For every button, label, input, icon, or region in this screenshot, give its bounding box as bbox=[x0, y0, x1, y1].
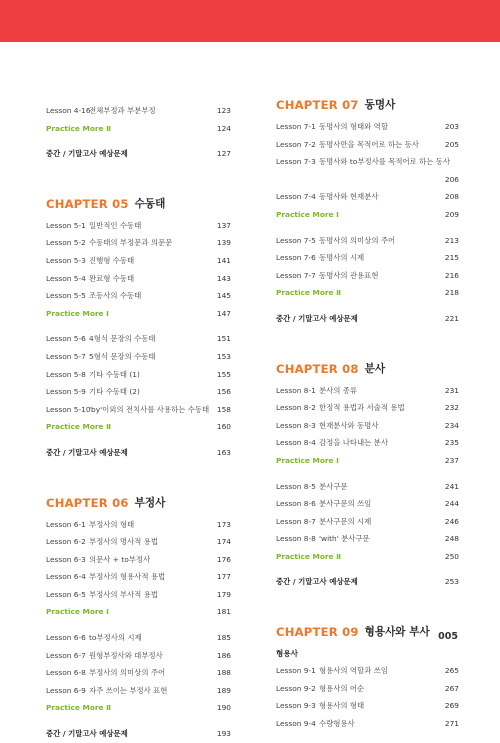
lesson-code: Lesson 8-4 bbox=[276, 438, 316, 448]
lesson-entry[interactable] bbox=[276, 118, 459, 136]
lesson-title: 부정사의 부사적 용법 bbox=[89, 589, 158, 599]
lesson-title: 'by'이외의 전치사를 사용하는 수동태 bbox=[89, 404, 210, 414]
spacer bbox=[276, 224, 459, 232]
chapter-label: CHAPTER 05 bbox=[46, 196, 129, 211]
lesson-title: 한정적 용법과 서술적 용법 bbox=[319, 403, 405, 413]
lesson-title: 자주 쓰이는 부정사 표현 bbox=[89, 685, 168, 695]
lesson-title: 원형부정사와 대부정사 bbox=[89, 650, 163, 660]
entry-label: 중간 / 기말고사 예상문제 bbox=[276, 577, 358, 587]
lesson-entry[interactable] bbox=[46, 682, 231, 700]
chapter-name: 형용사와 부사 bbox=[364, 626, 430, 639]
lesson-entry[interactable] bbox=[46, 287, 231, 305]
lesson-title: 동명사의 시제 bbox=[319, 253, 365, 263]
lesson-code: Lesson 5-9 bbox=[46, 387, 86, 397]
lesson-entry[interactable] bbox=[46, 586, 231, 604]
lesson-entry[interactable] bbox=[46, 664, 231, 682]
lesson-title: 부정사의 의미상의 주어 bbox=[89, 668, 166, 678]
lesson-code: Lesson 5-10 bbox=[46, 404, 91, 414]
lesson-title: 부정사의 형용사적 용법 bbox=[89, 572, 166, 582]
page-ref: 209 bbox=[444, 209, 459, 219]
chapter-label: CHAPTER 08 bbox=[276, 361, 359, 376]
page-ref: 237 bbox=[444, 455, 459, 465]
chapter-label: CHAPTER 06 bbox=[46, 495, 129, 510]
practice-more-entry[interactable] bbox=[276, 452, 459, 470]
lesson-code: Lesson 9-3 bbox=[276, 701, 316, 711]
lesson-entry[interactable] bbox=[46, 252, 231, 270]
section-subheading: 형용사 bbox=[276, 649, 299, 659]
page-ref: 250 bbox=[444, 551, 459, 561]
lesson-entry[interactable] bbox=[276, 680, 459, 698]
lesson-title: 형용사의 역할과 쓰임 bbox=[319, 666, 388, 676]
page-ref: 139 bbox=[216, 238, 231, 248]
lesson-entry[interactable] bbox=[46, 629, 231, 647]
lesson-code: Lesson 7-6 bbox=[276, 253, 316, 263]
page-ref: 156 bbox=[216, 387, 231, 397]
lesson-entry[interactable] bbox=[46, 217, 231, 235]
entry-label: Practice More Ⅰ bbox=[276, 209, 339, 219]
page-ref: 190 bbox=[216, 703, 231, 713]
lesson-title: 동명사와 현재분사 bbox=[319, 192, 379, 202]
lesson-title: 조동사의 수동태 bbox=[89, 291, 142, 301]
page-ref: 267 bbox=[444, 683, 459, 693]
page-ref: 208 bbox=[444, 192, 459, 202]
exam-entry[interactable] bbox=[46, 444, 231, 462]
chapter-name: 동명사 bbox=[364, 99, 396, 111]
lesson-title: 일반적인 수동태 bbox=[89, 220, 142, 230]
page-ref: 176 bbox=[216, 554, 231, 564]
lesson-code: Lesson 8-2 bbox=[276, 403, 316, 413]
lesson-entry[interactable] bbox=[276, 417, 459, 435]
lesson-code: Lesson 5-8 bbox=[46, 369, 86, 379]
page-ref: 151 bbox=[216, 334, 231, 344]
page-ref: 163 bbox=[216, 447, 231, 457]
page-ref: 213 bbox=[444, 235, 459, 245]
lesson-code: Lesson 5-2 bbox=[46, 238, 86, 248]
page-ref: 248 bbox=[444, 534, 459, 544]
spacer bbox=[276, 565, 459, 573]
page-ref: 203 bbox=[444, 122, 459, 131]
lesson-code: Lesson 7-5 bbox=[276, 235, 316, 245]
lesson-entry[interactable] bbox=[276, 478, 459, 496]
lesson-code: Lesson 6-7 bbox=[46, 650, 86, 660]
page-ref: 269 bbox=[444, 701, 459, 711]
page-ref: 221 bbox=[444, 313, 459, 323]
entry-label: Practice More Ⅰ bbox=[46, 308, 109, 318]
lesson-title: 동명사만을 목적어로 하는 동사 bbox=[319, 139, 419, 149]
spacer bbox=[276, 302, 459, 310]
lesson-title: 동명사의 관용표현 bbox=[319, 270, 379, 280]
lesson-code: Lesson 7-1 bbox=[276, 122, 316, 131]
lesson-entry[interactable] bbox=[276, 513, 459, 531]
toc-left-column bbox=[46, 102, 231, 743]
lesson-title: 동명사와 to부정사를 목적어로 하는 동사 bbox=[319, 157, 451, 167]
exam-entry[interactable] bbox=[276, 310, 459, 328]
lesson-title: 분사구문 bbox=[319, 481, 348, 491]
lesson-code: Lesson 7-3 bbox=[276, 157, 316, 167]
page-ref: 193 bbox=[216, 729, 231, 739]
spacer bbox=[46, 462, 231, 478]
practice-more-entry[interactable] bbox=[46, 305, 231, 323]
chapter-heading bbox=[276, 344, 459, 382]
lesson-code: Lesson 6-4 bbox=[46, 572, 86, 582]
entry-label: Practice More Ⅱ bbox=[276, 551, 341, 561]
spacer bbox=[46, 621, 231, 629]
lesson-entry[interactable] bbox=[276, 267, 459, 285]
lesson-entry[interactable] bbox=[276, 136, 459, 154]
page-ref: 137 bbox=[216, 220, 231, 230]
page-ref: 241 bbox=[444, 481, 459, 491]
practice-more-entry[interactable] bbox=[46, 699, 231, 717]
lesson-code: Lesson 5-1 bbox=[46, 220, 86, 230]
page-ref: 124 bbox=[216, 123, 231, 133]
page-ref: 127 bbox=[216, 149, 231, 159]
lesson-code: Lesson 6-9 bbox=[46, 685, 86, 695]
page-ref: 186 bbox=[216, 650, 231, 660]
lesson-code: Lesson 6-8 bbox=[46, 668, 86, 678]
entry-label: Practice More Ⅱ bbox=[46, 703, 111, 713]
lesson-code: Lesson 5-6 bbox=[46, 334, 86, 344]
lesson-entry[interactable] bbox=[276, 530, 459, 548]
lesson-title: 현재분사와 동명사 bbox=[319, 420, 379, 430]
chapter-name: 부정사 bbox=[134, 496, 166, 509]
entry-label: 중간 / 기말고사 예상문제 bbox=[46, 729, 128, 739]
lesson-code: Lesson 4-16 bbox=[46, 106, 91, 115]
lesson-title: 5형식 문장의 수동태 bbox=[89, 351, 156, 361]
lesson-code: Lesson 8-5 bbox=[276, 481, 316, 491]
page-ref: 206 bbox=[444, 174, 459, 184]
page-ref: 155 bbox=[216, 369, 231, 379]
chapter-label: CHAPTER 07 bbox=[276, 98, 359, 112]
lesson-code: Lesson 6-1 bbox=[46, 519, 86, 529]
lesson-title: 전체부정과 부분부정 bbox=[89, 106, 156, 115]
lesson-code: Lesson 5-5 bbox=[46, 291, 86, 301]
exam-entry[interactable] bbox=[276, 573, 459, 591]
lesson-title: 수량형용사 bbox=[319, 718, 355, 728]
practice-more-entry[interactable] bbox=[276, 284, 459, 302]
lesson-entry[interactable] bbox=[46, 234, 231, 252]
page-ref: 265 bbox=[444, 666, 459, 676]
page-ref: 147 bbox=[216, 308, 231, 318]
spacer bbox=[46, 163, 231, 179]
page-ref: 160 bbox=[216, 422, 231, 432]
page-ref: 173 bbox=[216, 519, 231, 529]
lesson-entry[interactable] bbox=[276, 715, 459, 733]
page-ref: 153 bbox=[216, 351, 231, 361]
lesson-entry[interactable] bbox=[46, 270, 231, 288]
chapter-heading bbox=[46, 478, 231, 516]
lesson-code: Lesson 9-4 bbox=[276, 718, 316, 728]
lesson-entry[interactable] bbox=[46, 330, 231, 348]
lesson-code: Lesson 9-1 bbox=[276, 666, 316, 676]
lesson-code: Lesson 6-3 bbox=[46, 554, 86, 564]
chapter-name: 수동태 bbox=[134, 197, 166, 210]
page-ref: 215 bbox=[444, 253, 459, 263]
spacer bbox=[276, 328, 459, 344]
page-ref: 246 bbox=[444, 516, 459, 526]
lesson-title: 부정사의 형태 bbox=[89, 519, 135, 529]
lesson-entry[interactable] bbox=[46, 647, 231, 665]
page-ref: 188 bbox=[216, 668, 231, 678]
lesson-code: Lesson 5-4 bbox=[46, 273, 86, 283]
lesson-entry[interactable] bbox=[46, 383, 231, 401]
lesson-title: 수동태의 부정문과 의문문 bbox=[89, 238, 173, 248]
lesson-title: 형용사의 어순 bbox=[319, 683, 365, 693]
practice-more-entry[interactable] bbox=[46, 603, 231, 621]
practice-more-entry[interactable] bbox=[46, 120, 231, 138]
exam-entry[interactable] bbox=[46, 145, 231, 163]
page-ref: 145 bbox=[216, 291, 231, 301]
lesson-entry[interactable] bbox=[46, 102, 231, 120]
lesson-code: Lesson 7-7 bbox=[276, 270, 316, 280]
lesson-entry[interactable] bbox=[46, 533, 231, 551]
practice-more-entry[interactable] bbox=[46, 418, 231, 436]
entry-label: Practice More Ⅰ bbox=[276, 455, 339, 465]
lesson-code: Lesson 8-3 bbox=[276, 420, 316, 430]
lesson-code: Lesson 8-8 bbox=[276, 534, 316, 544]
spacer bbox=[46, 322, 231, 330]
lesson-title: 'with' 분사구문 bbox=[319, 534, 370, 544]
spacer bbox=[46, 137, 231, 145]
top-color-bar bbox=[0, 0, 500, 42]
chapter-heading bbox=[276, 80, 459, 118]
lesson-entry[interactable] bbox=[276, 382, 459, 400]
page-ref: 174 bbox=[216, 537, 231, 547]
lesson-title: 동명사의 의미상의 주어 bbox=[319, 235, 396, 245]
lesson-code: Lesson 7-4 bbox=[276, 192, 316, 202]
lesson-title: 감정을 나타내는 분사 bbox=[319, 438, 388, 448]
page-ref: 158 bbox=[216, 404, 231, 414]
lesson-entry[interactable] bbox=[46, 568, 231, 586]
lesson-entry[interactable] bbox=[46, 551, 231, 569]
page-ref: 181 bbox=[216, 607, 231, 617]
lesson-title: 진행형 수동태 bbox=[89, 255, 135, 265]
practice-more-entry[interactable] bbox=[276, 548, 459, 566]
lesson-title: 부정사의 명사적 용법 bbox=[89, 537, 158, 547]
page-ref: 179 bbox=[216, 589, 231, 599]
lesson-entry[interactable] bbox=[46, 516, 231, 534]
entry-label: Practice More Ⅰ bbox=[46, 607, 109, 617]
page-ref: 189 bbox=[216, 685, 231, 695]
page-ref: 177 bbox=[216, 572, 231, 582]
lesson-title: 4형식 문장의 수동태 bbox=[89, 334, 156, 344]
page-ref: 271 bbox=[444, 718, 459, 728]
toc-right-column bbox=[276, 80, 459, 732]
page-ref: 235 bbox=[444, 438, 459, 448]
page-ref: 216 bbox=[444, 270, 459, 280]
lesson-title: 기타 수동태 (2) bbox=[89, 387, 140, 397]
lesson-entry[interactable] bbox=[46, 348, 231, 366]
lesson-entry[interactable] bbox=[276, 399, 459, 417]
chapter-heading bbox=[46, 179, 231, 217]
lesson-code: Lesson 6-5 bbox=[46, 589, 86, 599]
page-ref: 218 bbox=[444, 288, 459, 298]
entry-label: Practice More Ⅱ bbox=[46, 123, 111, 133]
lesson-entry[interactable] bbox=[276, 153, 459, 171]
entry-label: 중간 / 기말고사 예상문제 bbox=[276, 313, 358, 323]
spacer bbox=[46, 436, 231, 444]
page-ref: 143 bbox=[216, 273, 231, 283]
lesson-title: 분사구문의 쓰임 bbox=[319, 499, 372, 509]
entry-label: Practice More Ⅱ bbox=[46, 422, 111, 432]
page-ref: 244 bbox=[444, 499, 459, 509]
lesson-entry[interactable] bbox=[276, 249, 459, 267]
lesson-title: 형용사의 형태 bbox=[319, 701, 365, 711]
lesson-title: 완료형 수동태 bbox=[89, 273, 135, 283]
page-ref: 141 bbox=[216, 255, 231, 265]
page-ref: 185 bbox=[216, 633, 231, 643]
spacer bbox=[276, 470, 459, 478]
lesson-code: Lesson 8-1 bbox=[276, 385, 316, 395]
lesson-code: Lesson 5-7 bbox=[46, 351, 86, 361]
lesson-entry[interactable] bbox=[276, 697, 459, 715]
chapter-label: CHAPTER 09 bbox=[276, 625, 359, 640]
page-ref: 234 bbox=[444, 420, 459, 430]
lesson-entry[interactable] bbox=[276, 232, 459, 250]
page-ref: 205 bbox=[444, 139, 459, 149]
practice-more-entry[interactable] bbox=[276, 206, 459, 224]
lesson-title: 의문사 + to부정사 bbox=[89, 554, 151, 564]
spacer bbox=[46, 717, 231, 725]
entry-label: 중간 / 기말고사 예상문제 bbox=[46, 447, 128, 457]
lesson-title: 기타 수동태 (1) bbox=[89, 369, 140, 379]
lesson-entry[interactable] bbox=[276, 188, 459, 206]
lesson-entry[interactable] bbox=[46, 366, 231, 384]
chapter-heading bbox=[276, 607, 459, 645]
lesson-entry[interactable] bbox=[276, 662, 459, 680]
page-number: 005 bbox=[438, 631, 458, 642]
spacer bbox=[276, 591, 459, 607]
lesson-entry[interactable] bbox=[276, 495, 459, 513]
lesson-code: Lesson 5-3 bbox=[46, 255, 86, 265]
page-ref: 231 bbox=[444, 385, 459, 395]
page-ref: 253 bbox=[444, 577, 459, 587]
lesson-title: 분사의 종류 bbox=[319, 385, 358, 395]
page-ref: 123 bbox=[216, 106, 231, 115]
lesson-code: Lesson 6-2 bbox=[46, 537, 86, 547]
chapter-name: 분사 bbox=[364, 362, 386, 375]
lesson-entry[interactable] bbox=[276, 434, 459, 452]
lesson-title: 동명사의 형태와 역할 bbox=[319, 122, 388, 131]
lesson-code: Lesson 9-2 bbox=[276, 683, 316, 693]
lesson-code: Lesson 8-6 bbox=[276, 499, 316, 509]
lesson-code: Lesson 8-7 bbox=[276, 516, 316, 526]
toc-continuation-line[interactable] bbox=[276, 171, 459, 189]
lesson-title: 분사구문의 시제 bbox=[319, 516, 372, 526]
lesson-code: Lesson 6-6 bbox=[46, 633, 86, 643]
entry-label: 중간 / 기말고사 예상문제 bbox=[46, 149, 128, 159]
exam-entry[interactable] bbox=[46, 725, 231, 743]
page-ref: 232 bbox=[444, 403, 459, 413]
lesson-title: to부정사의 시제 bbox=[89, 633, 142, 643]
lesson-entry[interactable] bbox=[46, 401, 231, 419]
lesson-code: Lesson 7-2 bbox=[276, 139, 316, 149]
entry-label: Practice More Ⅱ bbox=[276, 288, 341, 298]
